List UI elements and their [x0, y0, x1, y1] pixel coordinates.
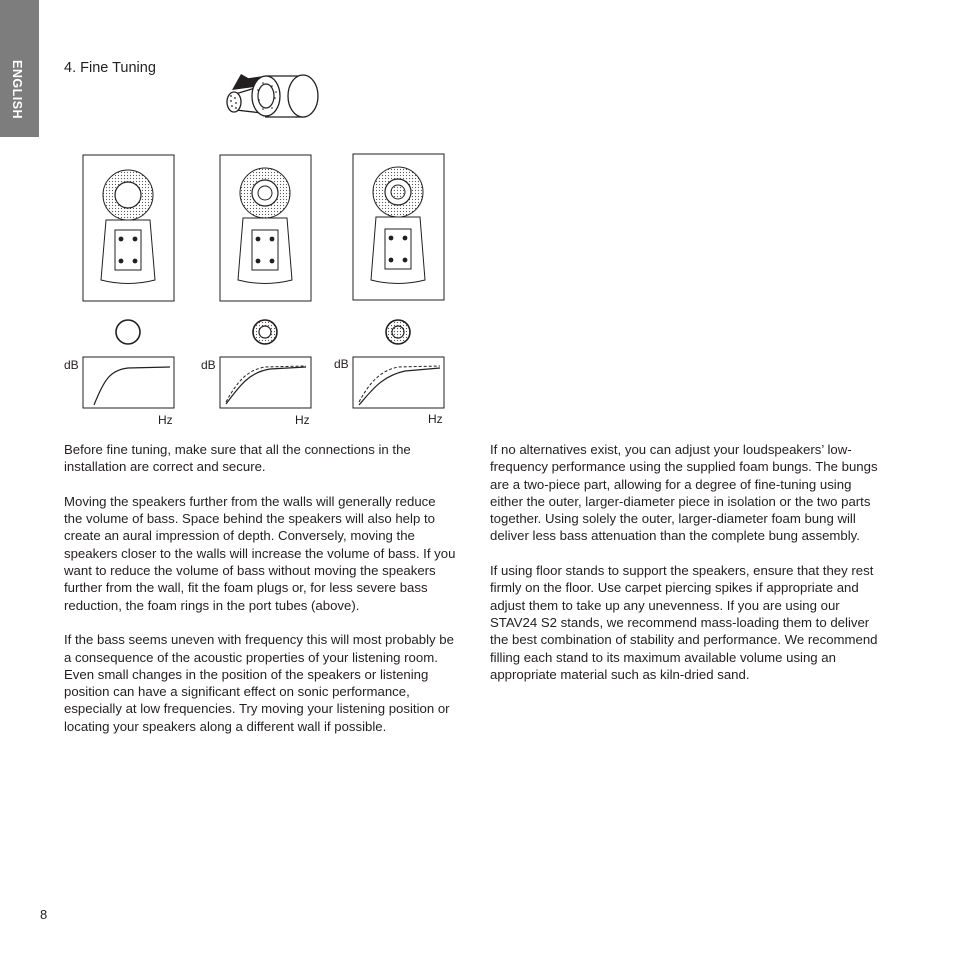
- xlabel-2: Hz: [295, 413, 310, 427]
- paragraph: Before fine tuning, make sure that all the connections in the installation are correct and secure.: [64, 442, 411, 475]
- language-tab: [0, 0, 39, 137]
- xlabel-3: Hz: [428, 412, 443, 426]
- speaker-rear-panel-1: [83, 155, 174, 301]
- left-column: [64, 441, 456, 752]
- section-title: 4. Fine Tuning: [64, 60, 156, 76]
- full-bung-icon: [386, 320, 410, 344]
- xlabel-1: Hz: [158, 413, 173, 427]
- paragraph: If using floor stands to support the speakers, ensure that they rest firmly on the floor. Use carpet piercing spikes if appropriate and adjust them to take up any unevenness. If you are using our STAV24 S2 stands, we recommend mass-loading them to deliver the best combination of stability and performance. We recommend filling each stand to its maximum available volume using an appropriate material such as kiln-dried sand.: [490, 563, 878, 682]
- language-tab-label: ENGLISH: [10, 60, 24, 120]
- frequency-graph-3: [334, 357, 444, 426]
- open-port-icon: [116, 320, 140, 344]
- ylabel-3: dB: [334, 357, 349, 371]
- outer-ring-bung-icon: [253, 320, 277, 344]
- foam-bung-illustration: [227, 74, 318, 117]
- fine-tuning-figure: [60, 60, 460, 440]
- ylabel-2: dB: [201, 358, 216, 372]
- ylabel-1: dB: [64, 358, 79, 372]
- paragraph: If no alternatives exist, you can adjust your loudspeakers’ low-frequency performance using the supplied foam bungs. The bungs are a two-piece part, allowing for a degree of fine-tuning using either the outer, larger-diameter piece in isolation or the two parts together. Using solely the outer, larger-diameter foam bung will deliver less bass attenuation than the complete bung assembly.: [490, 442, 878, 544]
- frequency-graph-1: [64, 357, 174, 427]
- page-number: 8: [40, 907, 48, 922]
- speaker-rear-panel-3: [353, 154, 444, 300]
- frequency-graph-2: [201, 357, 311, 427]
- paragraph: If the bass seems uneven with frequency this will most probably be a consequence of the acoustic properties of your listening room. Even small changes in the position of the speakers or listening position can have a significant effect on sonic performance, especially at low frequencies. Try moving your listening position or locating your speakers along a different wall if possible.: [64, 632, 454, 734]
- right-column: [490, 441, 882, 700]
- speaker-rear-panel-2: [220, 155, 311, 301]
- paragraph: Moving the speakers further from the walls will generally reduce the volume of bass. Space behind the speakers will also help to create an aural impression of depth. Conversely, moving the speakers closer to the walls will increase the volume of bass. If you want to reduce the volume of bass without moving the speakers further from the wall, fit the foam plugs or, for less severe bass reduction, the foam rings in the port tubes (above).: [64, 493, 456, 613]
